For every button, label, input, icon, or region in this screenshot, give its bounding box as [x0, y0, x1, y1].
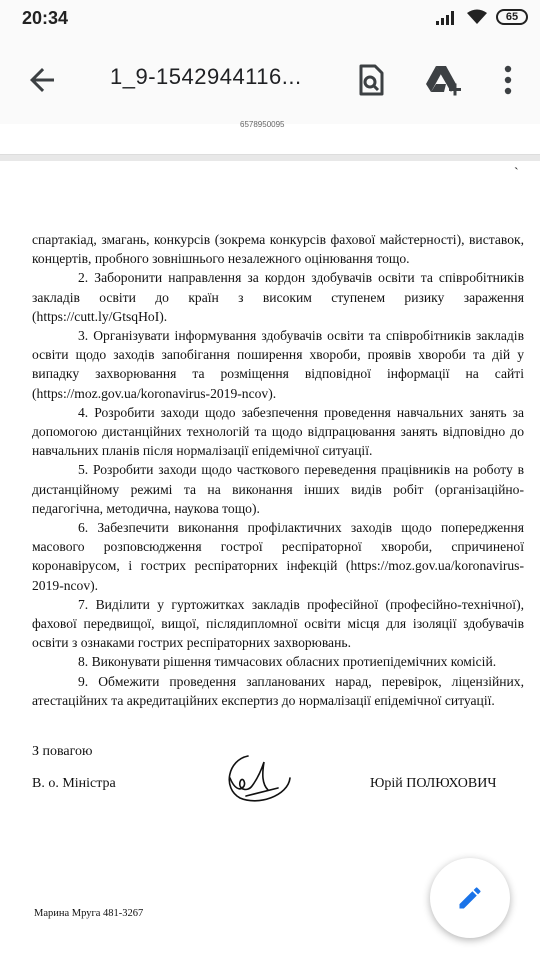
- document-body: [32, 230, 524, 710]
- paragraph-item-4: 4. Розробити заходи щодо забезпечення проведення навчальних занять за допомогою дистанційних технологій та щодо відпрацювання занять відповідно до навчальних планів після нормалізації епідемічної ситуації.: [32, 404, 524, 459]
- paragraph-item-7: 7. Виділити у гуртожитках закладів професійної (професійно-технічної), фахової передвищої, вищої, післядипломної освіти місця для ізоляції здобувачів освіти з ознаками гострих респіраторних захворювань.: [32, 596, 524, 651]
- previous-page-edge: [0, 120, 540, 155]
- handwritten-signature: [218, 748, 298, 808]
- document-title: 1_9-1542944116...: [110, 64, 302, 89]
- paragraph-item-2: 2. Заборонити направлення за кордон здобувачів освіти та співробітників закладів освіти до країн з високим ступенем ризику зараження (https://cutt.ly/GtsqHoI).: [32, 270, 524, 324]
- lens-search-icon[interactable]: [350, 60, 390, 100]
- edit-pencil-icon: [456, 884, 484, 912]
- edit-fab-button[interactable]: [430, 858, 510, 938]
- page-mark: ˋ: [514, 166, 519, 181]
- status-bar: [0, 0, 540, 36]
- more-vert-icon[interactable]: [488, 60, 528, 100]
- paragraph-item-5: 5. Розробити заходи щодо часткового переведення працівників на роботу в дистанційному режимі та на виконання інших видів робіт (організаційно-педагогічна, методична, наукова тощо).: [32, 462, 524, 516]
- paragraph-item-3: 3. Організувати інформування здобувачів освіти та співробітників закладів освіти щодо заходів запобігання поширення хвороби, проявів хвороби та дій у випадку захворювання та розміщення відповідної інформації на сайті (https://moz.gov.ua/koronavirus-2019-ncov).: [32, 328, 524, 401]
- paragraph-item-9: 9. Обмежити проведення запланованих нарад, перевірок, ліцензійних, атестаційних та акредитаційних експертиз до нормалізації епідемічної ситуації.: [32, 673, 524, 708]
- battery-icon: 65: [496, 9, 528, 25]
- signer-role: В. о. Міністра: [32, 776, 116, 791]
- wifi-icon: [466, 9, 488, 25]
- app-bar: [0, 36, 540, 124]
- signal-icon: [436, 11, 458, 25]
- page-header-tiny-text: 6578950095: [240, 120, 285, 129]
- paragraph-item-8: 8. Виконувати рішення тимчасових обласних протиепідемічних комісій.: [78, 654, 497, 670]
- paragraph-item-6: 6. Забезпечити виконання профілактичних заходів щодо попередження масового розповсюдження гострої респіраторної хвороби, спричиненої коронавірусом, і гострих респіраторних інфекцій (https://moz.gov.ua/koronavirus-2019-ncov).: [32, 520, 524, 593]
- signer-name: Юрій ПОЛЮХОВИЧ: [370, 776, 497, 791]
- contact-footer: Марина Мруга 481-3267: [34, 908, 144, 919]
- status-time: 20:34: [22, 8, 69, 28]
- paragraph-continuation: спартакіад, змагань, конкурсів (зокрема конкурсів фахової майстерності), виставок, концертів, пробного зовнішнього незалежного оцінювання тощо.: [32, 232, 524, 267]
- closing-regards: З повагою: [32, 744, 93, 759]
- add-to-drive-icon[interactable]: [422, 60, 462, 100]
- back-arrow-icon[interactable]: [24, 62, 60, 98]
- page-separator: [0, 155, 540, 161]
